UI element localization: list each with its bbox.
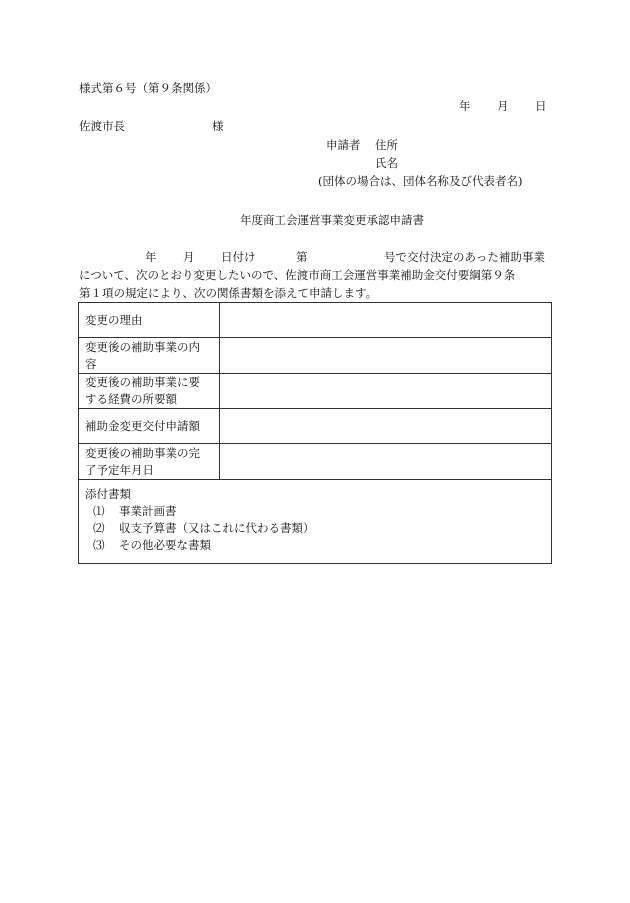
name-label: 氏名 [375,156,398,170]
attachment-item: ⑵ 収支予算書（又はこれに代わる書類） [93,521,315,535]
attachments-cell [79,480,552,564]
row-label: 補助金変更交付申請額 [79,409,220,444]
table-row [79,374,552,409]
row-value-field[interactable] [220,409,552,444]
application-table [78,302,552,564]
table-row [79,338,552,374]
attachment-item: ⑶ その他必要な書類 [93,538,211,552]
org-note: (団体の場合は、団体名称及び代表者名) [318,174,523,188]
body-dai: 第 [296,250,308,264]
addressee: 佐渡市長 [79,119,125,133]
body-line1-rest: 号で交付決定のあった補助事業 [384,250,545,264]
body-day-dated: 日付け [221,250,256,264]
table-row [79,444,552,480]
row-label: 変更後の補助事業の完 了予定年月日 [79,444,220,480]
body-year: 年 [145,250,157,264]
date-year: 年 [459,99,471,113]
applicant-label: 申請者 [326,138,361,152]
body-month: 月 [183,250,195,264]
table-row [79,303,552,338]
row-label: 変更後の補助事業の内 容 [79,338,220,374]
address-label: 住所 [375,138,398,152]
row-value-field[interactable] [220,303,552,338]
table-row [79,409,552,444]
row-label: 変更後の補助事業に要 する経費の所要額 [79,374,220,409]
attachments-title: 添付書類 [85,487,131,501]
row-label: 変更の理由 [79,303,220,338]
attachments-row [79,480,552,564]
row-value-field[interactable] [220,444,552,480]
body-line-2: について、次のとおり変更したいので、佐渡市商工会運営事業補助金交付要綱第９条 [79,268,516,282]
honorific: 様 [212,119,224,133]
date-month: 月 [497,99,509,113]
date-day: 日 [535,99,547,113]
body-line-3: 第１項の規定により、次の関係書類を添えて申請します。 [79,286,378,300]
document-title: 年度商工会運営事業変更承認申請書 [240,213,424,227]
attachment-item: ⑴ 事業計画書 [93,504,177,518]
form-number: 様式第６号（第９条関係） [79,81,217,95]
row-value-field[interactable] [220,374,552,409]
row-value-field[interactable] [220,338,552,374]
